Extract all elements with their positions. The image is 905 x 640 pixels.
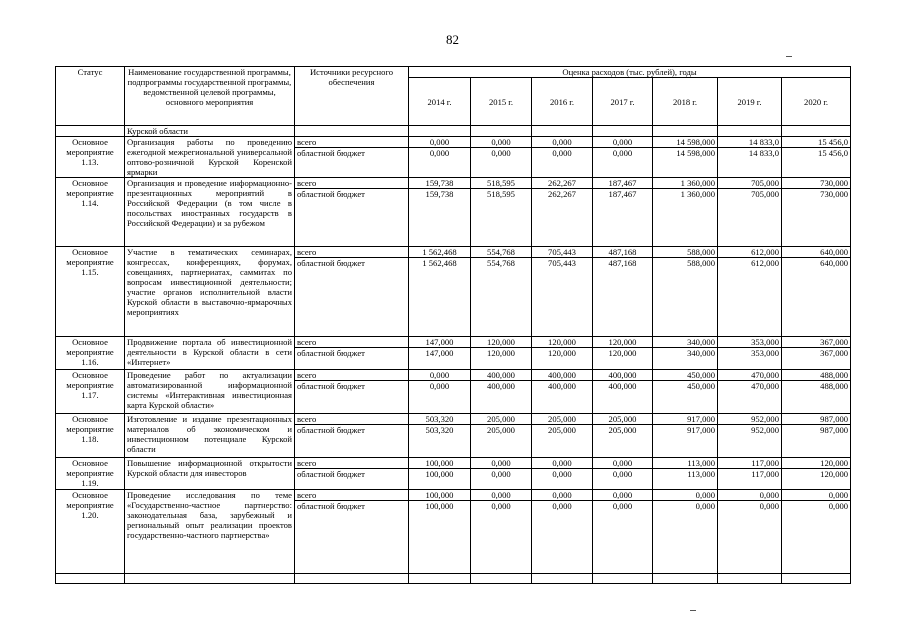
value-cell: 205,000: [593, 414, 653, 425]
source-cell: всего: [295, 490, 409, 501]
value-cell: 367,000: [782, 348, 851, 370]
value-cell: 120,000: [532, 348, 593, 370]
value-cell: 205,000: [471, 425, 532, 458]
value-cell: 0,000: [593, 137, 653, 148]
value-cell: 730,000: [782, 189, 851, 247]
value-cell: 730,000: [782, 178, 851, 189]
value-cell: 400,000: [593, 381, 653, 414]
value-cell: 147,000: [409, 348, 471, 370]
value-cell: 0,000: [593, 501, 653, 574]
value-cell: 120,000: [782, 469, 851, 490]
value-cell: 0,000: [532, 501, 593, 574]
status-cell: Основное мероприятие 1.18.: [56, 414, 125, 458]
scan-mark: [786, 56, 792, 57]
value-cell: 120,000: [471, 348, 532, 370]
value-cell: 340,000: [653, 337, 718, 348]
value-cell: 0,000: [471, 148, 532, 178]
col-header-year: 2020 г.: [782, 78, 851, 126]
value-cell: 340,000: [653, 348, 718, 370]
value-cell: 488,000: [782, 370, 851, 381]
value-cell: 917,000: [653, 425, 718, 458]
source-cell: областной бюджет: [295, 381, 409, 414]
source-cell: всего: [295, 414, 409, 425]
value-cell: 705,443: [532, 258, 593, 337]
source-cell: всего: [295, 247, 409, 258]
value-cell: 205,000: [532, 414, 593, 425]
value-cell: 120,000: [471, 337, 532, 348]
status-cell: Основное мероприятие 1.17.: [56, 370, 125, 414]
source-cell: всего: [295, 337, 409, 348]
value-cell: 14 598,000: [653, 137, 718, 148]
measure-name-cell: Организация и проведение информационно-презентационных мероприятий в Российской Федерации (в том числе в посольствах иностранных государств в Российской Федерации) и за рубежом: [125, 178, 295, 247]
source-cell: областной бюджет: [295, 258, 409, 337]
value-cell: 1 360,000: [653, 178, 718, 189]
value-cell: 159,738: [409, 189, 471, 247]
value-cell: 120,000: [532, 337, 593, 348]
value-cell: 14 833,0: [718, 137, 782, 148]
value-cell: 0,000: [718, 501, 782, 574]
value-cell: 0,000: [782, 490, 851, 501]
value-cell: 117,000: [718, 469, 782, 490]
value-cell: 612,000: [718, 247, 782, 258]
table-row: [56, 126, 851, 137]
value-cell: 0,000: [471, 490, 532, 501]
value-cell: 15 456,0: [782, 137, 851, 148]
value-cell: 187,467: [593, 178, 653, 189]
value-cell: 0,000: [653, 490, 718, 501]
value-cell: 353,000: [718, 337, 782, 348]
value-cell: 117,000: [718, 458, 782, 469]
table-row: [56, 458, 851, 469]
col-header-name: Наименование государственной программы, подпрограммы государственной программы, ведомственной целевой программы, основного мероприятия: [125, 67, 295, 126]
value-cell: 100,000: [409, 469, 471, 490]
value-cell: 588,000: [653, 258, 718, 337]
value-cell: 0,000: [593, 148, 653, 178]
value-cell: 487,168: [593, 258, 653, 337]
col-header-status: Статус: [56, 67, 125, 126]
col-header-year: 2016 г.: [532, 78, 593, 126]
value-cell: 100,000: [409, 458, 471, 469]
value-cell: 1 562,468: [409, 247, 471, 258]
source-cell: областной бюджет: [295, 348, 409, 370]
value-cell: 0,000: [471, 458, 532, 469]
col-header-year: 2015 г.: [471, 78, 532, 126]
value-cell: 147,000: [409, 337, 471, 348]
table-row: [56, 137, 851, 148]
value-cell: 450,000: [653, 370, 718, 381]
value-cell: 14 833,0: [718, 148, 782, 178]
value-cell: 0,000: [471, 469, 532, 490]
source-cell: областной бюджет: [295, 469, 409, 490]
value-cell: 0,000: [532, 490, 593, 501]
measure-name-cell: Участие в тематических семинарах, конгрессах, конференциях, форумах, совещаниях, партнериатах, саммитах по вопросам инвестиционной деятельности; участие органов исполнительной власти Курской области в выставочно-ярмарочных мероприятиях: [125, 247, 295, 337]
source-cell: областной бюджет: [295, 501, 409, 574]
value-cell: 400,000: [532, 370, 593, 381]
value-cell: 0,000: [532, 458, 593, 469]
value-cell: 100,000: [409, 490, 471, 501]
value-cell: 503,320: [409, 414, 471, 425]
status-cell: Основное мероприятие 1.19.: [56, 458, 125, 490]
col-header-year: 2017 г.: [593, 78, 653, 126]
value-cell: 113,000: [653, 458, 718, 469]
value-cell: 0,000: [532, 137, 593, 148]
value-cell: 917,000: [653, 414, 718, 425]
value-cell: 640,000: [782, 258, 851, 337]
value-cell: 987,000: [782, 414, 851, 425]
value-cell: 0,000: [593, 458, 653, 469]
measure-name-cell: Организация работы по проведению ежегодной межрегиональной универсальной оптово-розничной Курской Коренской ярмарки: [125, 137, 295, 178]
value-cell: 205,000: [593, 425, 653, 458]
value-cell: 100,000: [409, 501, 471, 574]
source-cell: областной бюджет: [295, 425, 409, 458]
col-header-year: 2019 г.: [718, 78, 782, 126]
value-cell: 640,000: [782, 247, 851, 258]
page-number: 82: [446, 32, 459, 47]
value-cell: 15 456,0: [782, 148, 851, 178]
table-row: [56, 574, 851, 584]
value-cell: 367,000: [782, 337, 851, 348]
value-cell: 0,000: [409, 148, 471, 178]
value-cell: 205,000: [532, 425, 593, 458]
status-cell: Основное мероприятие 1.20.: [56, 490, 125, 574]
table-row: [56, 414, 851, 425]
value-cell: 612,000: [718, 258, 782, 337]
value-cell: 487,168: [593, 247, 653, 258]
col-header-source: Источники ресурсного обеспечения: [295, 67, 409, 126]
value-cell: 353,000: [718, 348, 782, 370]
continuation-text: Курской области: [125, 126, 295, 137]
value-cell: 705,443: [532, 247, 593, 258]
value-cell: 1 562,468: [409, 258, 471, 337]
value-cell: 470,000: [718, 370, 782, 381]
value-cell: 262,267: [532, 189, 593, 247]
measure-name-cell: Изготовление и издание презентационных материалов об экономическом и инвестиционном потенциале Курской области: [125, 414, 295, 458]
value-cell: 120,000: [593, 337, 653, 348]
value-cell: 0,000: [409, 137, 471, 148]
source-cell: всего: [295, 370, 409, 381]
table-row: [56, 247, 851, 258]
value-cell: 0,000: [471, 501, 532, 574]
value-cell: 503,320: [409, 425, 471, 458]
source-cell: всего: [295, 458, 409, 469]
value-cell: 518,595: [471, 178, 532, 189]
value-cell: 0,000: [593, 490, 653, 501]
value-cell: 400,000: [593, 370, 653, 381]
col-header-year: 2014 г.: [409, 78, 471, 126]
value-cell: 705,000: [718, 178, 782, 189]
value-cell: 0,000: [471, 137, 532, 148]
value-cell: 518,595: [471, 189, 532, 247]
measure-name-cell: Повышение информационной открытости Курской области для инвесторов: [125, 458, 295, 490]
value-cell: 159,738: [409, 178, 471, 189]
table-row: [56, 337, 851, 348]
value-cell: 187,467: [593, 189, 653, 247]
value-cell: 1 360,000: [653, 189, 718, 247]
scan-mark: [690, 610, 696, 611]
value-cell: 205,000: [471, 414, 532, 425]
value-cell: 262,267: [532, 178, 593, 189]
table-row: [56, 490, 851, 501]
source-cell: областной бюджет: [295, 189, 409, 247]
value-cell: 705,000: [718, 189, 782, 247]
source-cell: всего: [295, 137, 409, 148]
value-cell: 120,000: [593, 348, 653, 370]
value-cell: 0,000: [718, 490, 782, 501]
value-cell: 0,000: [409, 381, 471, 414]
value-cell: 987,000: [782, 425, 851, 458]
value-cell: 952,000: [718, 414, 782, 425]
col-header-year: 2018 г.: [653, 78, 718, 126]
col-header-estimate: Оценка расходов (тыс. рублей), годы: [409, 67, 851, 78]
value-cell: 588,000: [653, 247, 718, 258]
status-cell: Основное мероприятие 1.16.: [56, 337, 125, 370]
value-cell: 952,000: [718, 425, 782, 458]
value-cell: 0,000: [653, 501, 718, 574]
value-cell: 0,000: [593, 469, 653, 490]
table-row: [56, 178, 851, 189]
measure-name-cell: Продвижение портала об инвестиционной деятельности в Курской области в сети «Интернет»: [125, 337, 295, 370]
value-cell: 488,000: [782, 381, 851, 414]
value-cell: 0,000: [409, 370, 471, 381]
value-cell: 0,000: [532, 469, 593, 490]
value-cell: 120,000: [782, 458, 851, 469]
value-cell: 0,000: [782, 501, 851, 574]
value-cell: 554,768: [471, 247, 532, 258]
source-cell: областной бюджет: [295, 148, 409, 178]
measure-name-cell: Проведение работ по актуализации автоматизированной информационной системы «Интерактивная инвестиционная карта Курской области»: [125, 370, 295, 414]
status-cell: Основное мероприятие 1.14.: [56, 178, 125, 247]
source-cell: всего: [295, 178, 409, 189]
value-cell: 113,000: [653, 469, 718, 490]
value-cell: 450,000: [653, 381, 718, 414]
value-cell: 554,768: [471, 258, 532, 337]
value-cell: 14 598,000: [653, 148, 718, 178]
measure-name-cell: Проведение исследования по теме «Государственно-частное партнерство: законодательная база, зарубежный и региональный опыт реализации проектов государственно-частного партнерства»: [125, 490, 295, 574]
value-cell: 400,000: [471, 370, 532, 381]
value-cell: 400,000: [532, 381, 593, 414]
value-cell: 470,000: [718, 381, 782, 414]
value-cell: 0,000: [532, 148, 593, 178]
value-cell: 400,000: [471, 381, 532, 414]
status-cell: Основное мероприятие 1.13.: [56, 137, 125, 178]
table-row: [56, 370, 851, 381]
expenditure-table: [55, 66, 851, 584]
status-cell: Основное мероприятие 1.15.: [56, 247, 125, 337]
